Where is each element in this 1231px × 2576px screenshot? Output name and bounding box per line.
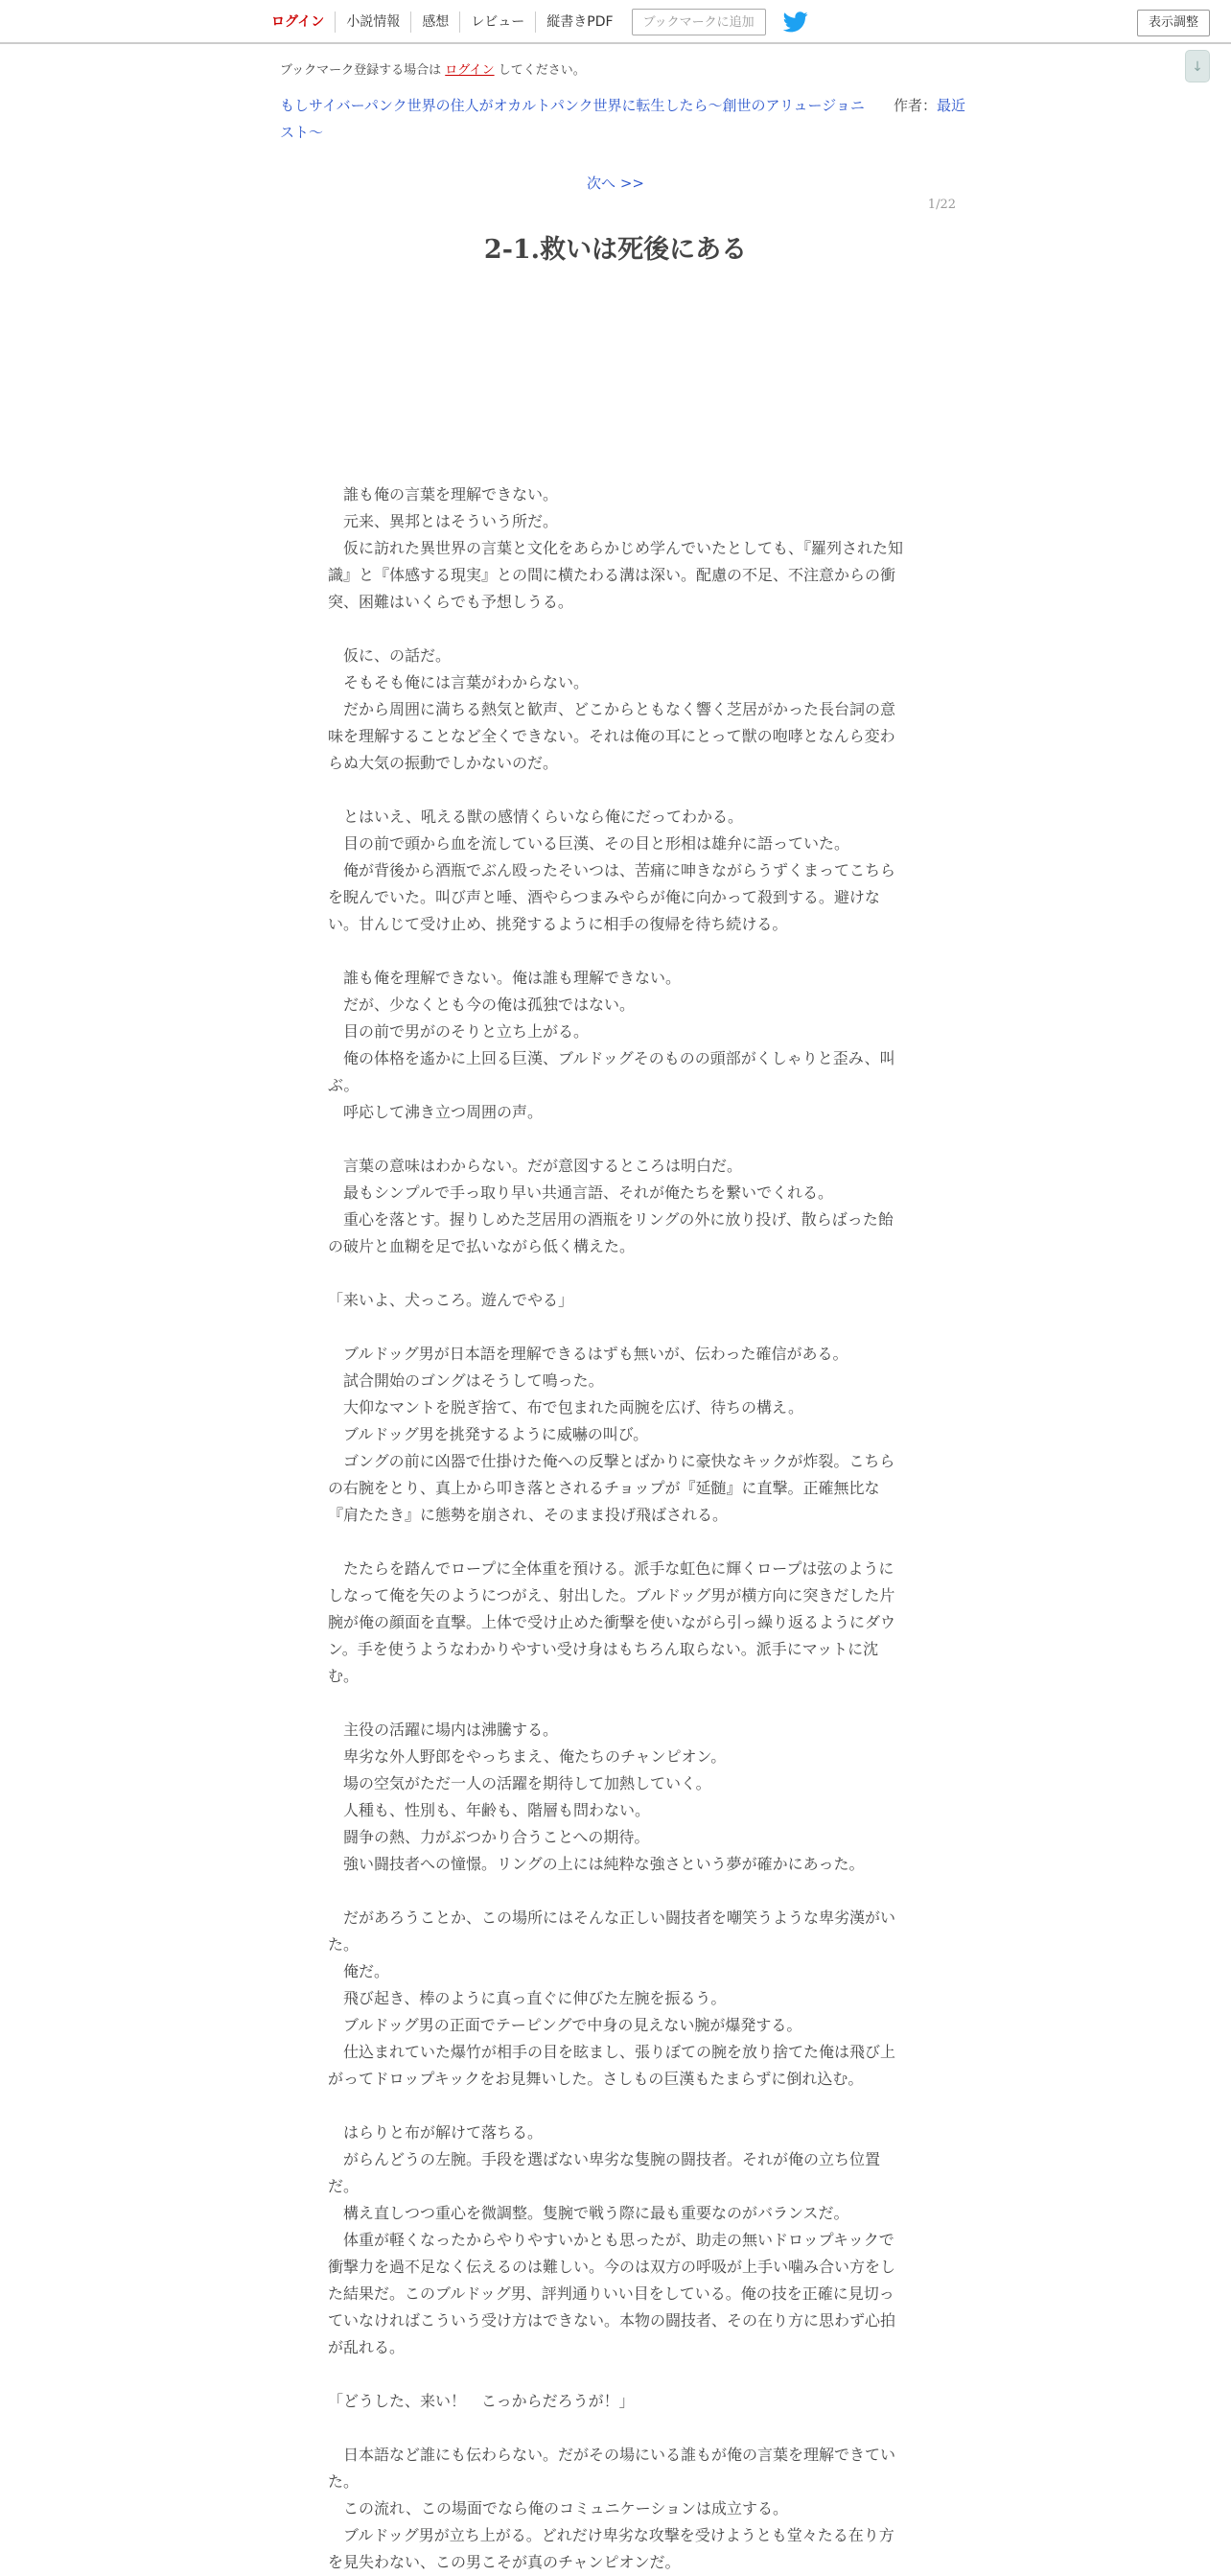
body-paragraph [328,616,903,643]
body-paragraph: 目の前で男がのそりと立ち上がる。 [328,1022,590,1041]
body-paragraph: 人種も、性別も、年齢も、階層も問わない。 [328,1801,651,1819]
body-paragraph: 試合開始のゴングはそうして鳴った。 [328,1371,604,1390]
body-paragraph: 構え直しつつ重心を微調整。隻腕で戦う際に最も重要なのがバランスだ。 [328,2204,849,2222]
body-paragraph: ゴングの前に凶器で仕掛けた俺への反撃とばかりに豪快なキックが炸裂。こちらの右腕をとり、真上から叩き落とされるチョップが『延髄』に直撃。正確無比な『肩たたき』に態勢を崩され、そのまま投げ飛ばされる。 [328,1452,895,1524]
body-paragraph: 元来、異邦とはそういう所だ。 [328,512,559,530]
body-paragraph [328,428,903,455]
body-paragraph: 卑劣な外人野郎をやっちまえ、俺たちのチャンピオン。 [328,1747,727,1766]
body-paragraph: がらんどうの左腕。手段を選ばない卑劣な隻腕の闘技者。それが俺の立ち位置だ。 [328,2150,881,2195]
body-paragraph: 仮に訪れた異世界の言葉と文化をあらかじめ学んでいたとしても、『羅列された知識』と『体感する現実』との間に横たわる溝は深い。配慮の不足、不注意からの衝突、困難はいくらでも予想しうる。 [328,539,904,611]
body-paragraph: 闘争の熱、力がぶつかり合うことへの期待。 [328,1828,650,1846]
bookmark-note-suffix: してください。 [498,63,586,78]
body-paragraph: 俺だ。 [328,1962,390,1980]
body-paragraph: 強い闘技者への憧憬。リングの上には純粋な強さという夢が確かにあった。 [328,1855,865,1873]
body-paragraph [328,1126,903,1153]
body-paragraph [328,1529,903,1556]
body-paragraph: 場の空気がただ一人の活躍を期待して加熱していく。 [328,1774,711,1792]
body-paragraph: だがあろうことか、この場所にはそんな正しい闘技者を嘲笑うような卑劣漢がいた。 [328,1909,896,1954]
body-paragraph [328,938,903,965]
nav-novel-info-link[interactable]: 小説情報 [335,12,410,33]
page-counter: 1/22 [927,198,956,212]
twitter-bird-icon[interactable] [783,12,808,33]
body-paragraph: 言葉の意味はわからない。だが意図するところは明白だ。 [328,1157,743,1175]
body-paragraph [328,2415,903,2442]
body-paragraph: 大仰なマントを脱ぎ捨て、布で包まれた両腕を広げ、待ちの構え。 [328,1398,804,1417]
body-paragraph: 俺の体格を遙かに上回る巨漢、ブルドッグそのものの頭部がくしゃりと歪み、叫ぶ。 [328,1049,895,1094]
bookmark-note-prefix: ブックマーク登録する場合は [280,63,442,78]
body-paragraph: 誰も俺の言葉を理解できない。 [328,485,559,503]
nav-login-link[interactable]: ログイン [271,14,325,30]
body-paragraph: 呼応して沸き立つ周囲の声。 [328,1103,544,1121]
bookmark-note-login-link[interactable]: ログイン [445,63,495,78]
add-bookmark-button[interactable]: ブックマークに追加 [632,9,766,35]
body-paragraph: 最もシンプルで手っ取り早い共通言語、それが俺たちを繋いでくれる。 [328,1183,833,1202]
body-paragraph: 「どうした、来い！ こっからだろうが！」 [328,2392,635,2410]
body-paragraph: この流れ、この場面でなら俺のコミュニケーションは成立する。 [328,2499,789,2517]
next-page-link[interactable]: 次へ >> [587,175,644,192]
body-paragraph: 重心を落とす。握りしめた芝居用の酒瓶をリングの外に放り投げ、散らばった飴の破片と血糊を足で払いながら低く構えた。 [328,1210,894,1255]
body-paragraph [328,1690,903,1717]
body-paragraph: そもそも俺には言葉がわからない。 [328,673,590,691]
nav-vertical-pdf-link[interactable]: 縦書きPDF [535,12,623,33]
body-paragraph: だが、少なくとも今の俺は孤独ではない。 [328,995,636,1014]
nav-impressions-link[interactable]: 感想 [410,12,459,33]
body-paragraph [328,2361,903,2388]
body-paragraph: 飛び起き、棒のように真っ直ぐに伸びた左腕を振るう。 [328,1989,727,2007]
series-title-link[interactable]: もしサイバーパンク世界の住人がオカルトパンク世界に転生したら～創世のアリュージョニスト～ [280,97,865,141]
author-name-link[interactable]: 最近 [937,97,966,114]
body-paragraph: たたらを踏んでロープに全体重を預ける。派手な虹色に輝くロープは弦のようにしなって俺を矢のようにつがえ、射出した。ブルドッグ男が横方向に突きだした片腕が俺の顔面を直撃。上体で受け止めた衝撃を使いながら引っ繰り返るようにダウン。手を使うようなわかりやすい受け身はもちろん取らない。派手にマットに沈む。 [328,1559,896,1685]
body-paragraph: ブルドッグ男の正面でテーピングで中身の見えない腕が爆発する。 [328,2016,802,2034]
body-paragraph: 仕込まれていた爆竹が相手の目を眩まし、張りぼての腕を放り捨てた俺は飛び上がってドロップキックをお見舞いした。さしもの巨漢もたまらずに倒れ込む。 [328,2043,896,2088]
body-paragraph [328,1878,903,1905]
body-paragraph: ブルドッグ男が立ち上がる。どれだけ卑劣な攻撃を受けようとも堂々たる在り方を見失わない、この男こそが真のチャンピオンだ。 [328,2526,894,2571]
author-label: 作者： [894,97,938,114]
body-paragraph [328,1314,903,1341]
chapter-title: 2-1.救いは死後にある [483,235,748,265]
body-paragraph [328,401,903,428]
body-paragraph: とはいえ、吼える獣の感情くらいなら俺にだってわかる。 [328,808,743,826]
nav-menu [261,0,808,44]
body-paragraph: はらりと布が解けて落ちる。 [328,2123,544,2142]
body-paragraph [328,2093,903,2119]
body-paragraph: 「来いよ、犬っころ。遊んでやる」 [328,1291,574,1309]
body-paragraph [328,777,903,804]
body-paragraph: だから周囲に満ちる熱気と歓声、どこからともなく響く芝居がかった長台詞の意味を理解することなど全くできない。それは俺の耳にとって獣の咆哮となんら変わらぬ大気の振動でしかないのだ。 [328,700,896,772]
body-paragraph: ブルドッグ男を挑発するように威嚇の叫び。 [328,1425,649,1443]
body-paragraph: 体重が軽くなったからやりやすいかとも思ったが、助走の無いドロップキックで衝撃力を過不足なく伝えるのは難しい。今のは双方の呼吸が上手い噛み合い方をした結果だ。このブルドッグ男、評判通りいい目をしている。俺の技を正確に見切っていなければこういう受け方はできない。本物の闘技者、その在り方に思わず心拍が乱れる。 [328,2231,896,2356]
scroll-down-button[interactable]: ↓ [1185,50,1210,82]
body-paragraph: 誰も俺を理解できない。俺は誰も理解できない。 [328,969,682,987]
body-paragraph [328,374,903,401]
display-settings-button[interactable]: 表示調整 [1137,10,1210,36]
body-paragraph: ブルドッグ男が日本語を理解できるはずも無いが、伝わった確信がある。 [328,1345,848,1363]
author-info [894,92,980,119]
bookmark-login-note [280,59,586,78]
nav-review-link[interactable]: レビュー [459,12,535,33]
body-paragraph: 日本語など誰にも伝わらない。だがその場にいる誰もが俺の言葉を理解できていた。 [328,2446,896,2491]
body-paragraph [328,455,903,481]
body-paragraph: 俺が背後から酒瓶でぶん殴ったそいつは、苦痛に呻きながらうずくまってこちらを睨んでいた。叫び声と唾、酒やらつまみやらが俺に向かって殺到する。避けない。甘んじて受け止め、挑発するように相手の復帰を待ち続ける。 [328,861,896,933]
top-navigation-bar [0,0,1231,44]
body-paragraph: 主役の活躍に場内は沸騰する。 [328,1721,559,1739]
body-paragraph: 目の前で頭から血を流している巨漢、その目と形相は雄弁に語っていた。 [328,834,850,853]
body-paragraph [328,1260,903,1287]
chapter-body [328,374,903,2576]
body-paragraph: 仮に、の話だ。 [328,646,452,665]
